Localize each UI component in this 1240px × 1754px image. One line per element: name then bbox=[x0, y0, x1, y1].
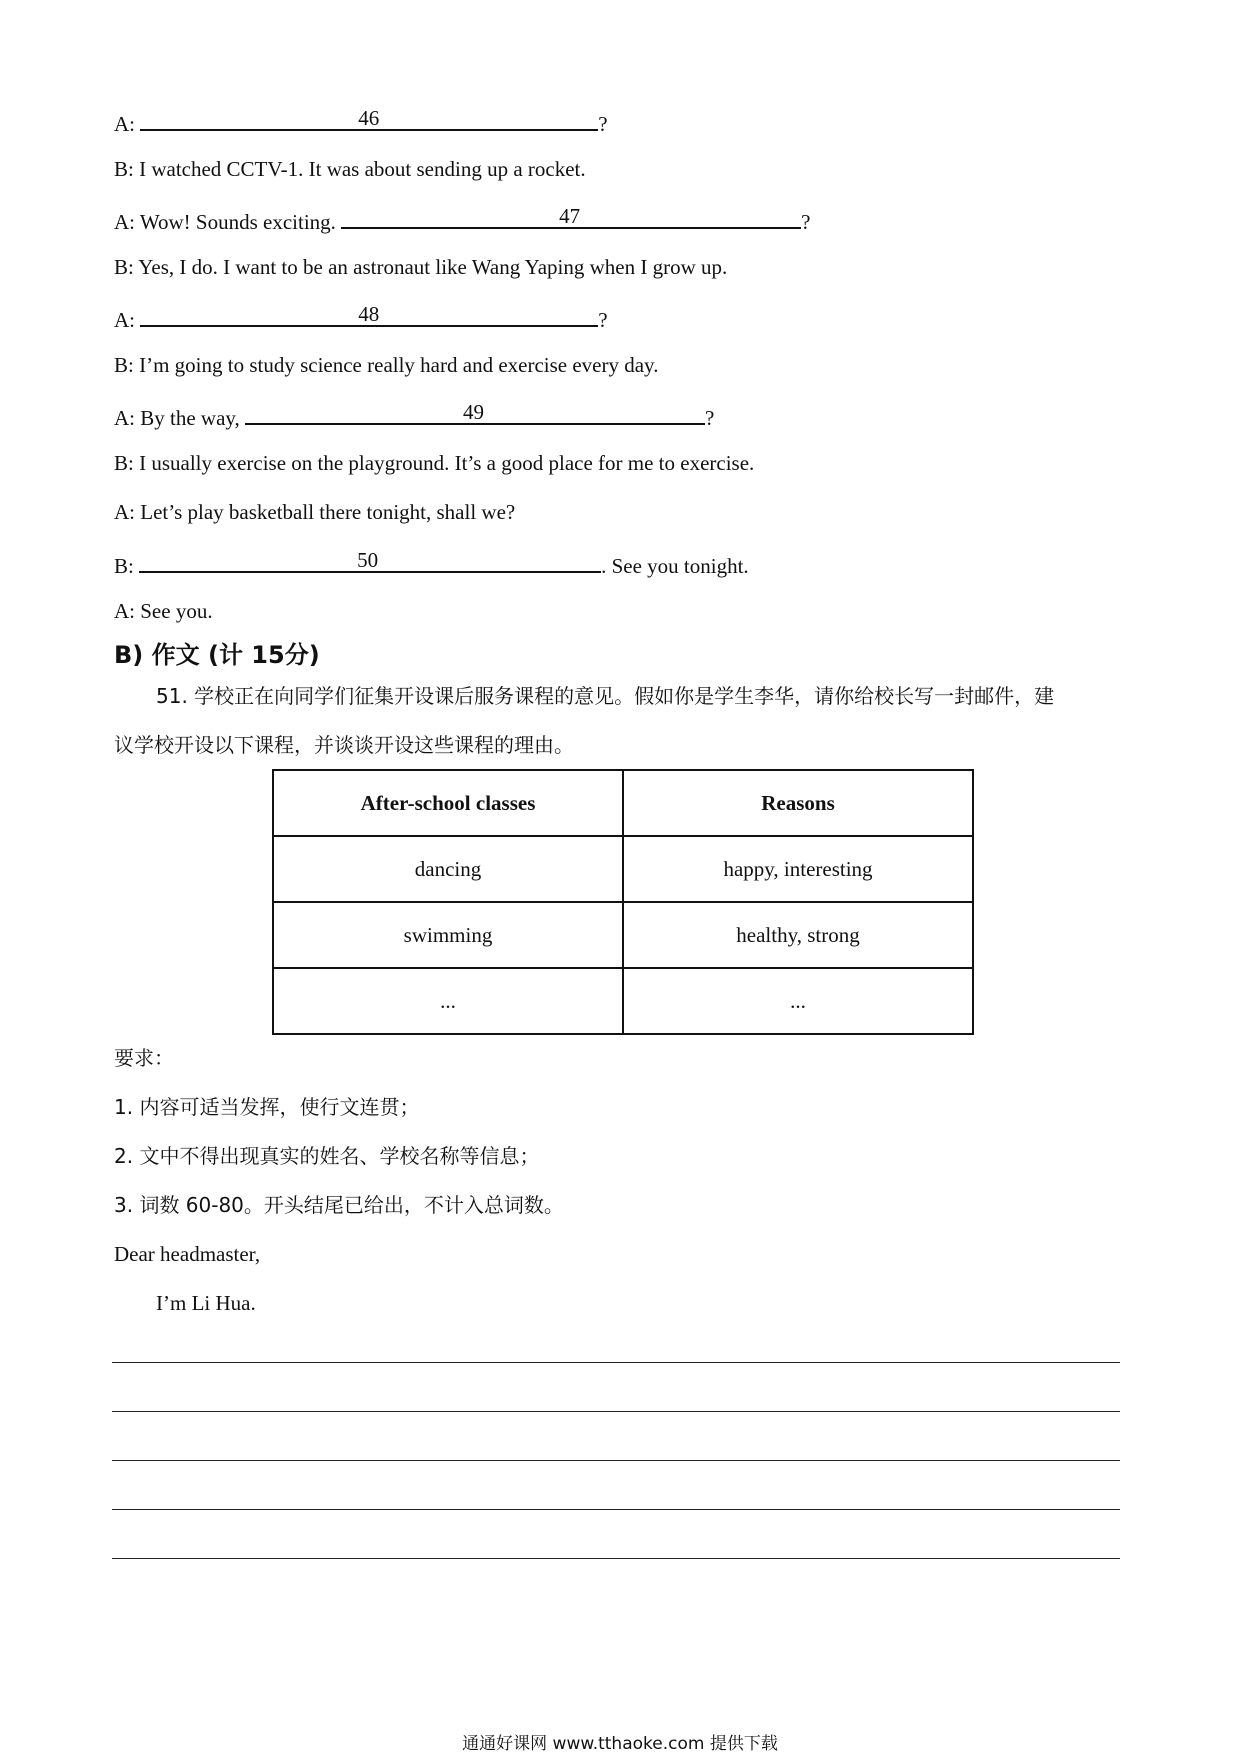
dialogue-line-b2: B: Yes, I do. I want to be an astronaut like Wang Yaping when I grow up. bbox=[114, 255, 728, 279]
dialogue-line-50: B: 50 . See you tonight. bbox=[114, 548, 749, 578]
requirement-1: 1. 内容可适当发挥，使行文连贯； bbox=[114, 1095, 420, 1119]
prompt-line-1: 51. 学校正在向同学们征集开设课后服务课程的意见。假如你是学生李华，请你给校长写一封邮件，建 bbox=[156, 684, 1055, 708]
letter-opening: I’m Li Hua. bbox=[156, 1291, 256, 1315]
writing-line[interactable] bbox=[112, 1460, 1120, 1461]
writing-line[interactable] bbox=[112, 1411, 1120, 1412]
answer-blank-47[interactable]: 47 bbox=[341, 205, 801, 229]
header-after-school-classes: After-school classes bbox=[273, 770, 623, 836]
table-cell-reason: healthy, strong bbox=[623, 902, 973, 968]
page-footer: 通通好课网 www.tthaoke.com 提供下载 bbox=[462, 1734, 778, 1754]
dialogue-line-a6: A: See you. bbox=[114, 599, 213, 623]
table-cell-class: ... bbox=[273, 968, 623, 1034]
section-heading: B) 作文 (计 15分) bbox=[114, 641, 320, 669]
dialogue-line-b4: B: I usually exercise on the playground. It’s a good place for me to exercise. bbox=[114, 451, 755, 475]
table-row bbox=[273, 902, 973, 968]
requirement-2: 2. 文中不得出现真实的姓名、学校名称等信息； bbox=[114, 1144, 540, 1168]
dialogue-line-49: A: By the way, 49 ? bbox=[114, 400, 715, 430]
table-row bbox=[273, 968, 973, 1034]
dialogue-line-46: A: 46 ? bbox=[114, 106, 608, 136]
prompt-line-2: 议学校开设以下课程，并谈谈开设这些课程的理由。 bbox=[114, 733, 574, 757]
writing-line[interactable] bbox=[112, 1558, 1120, 1559]
dialogue-line-b1: B: I watched CCTV-1. It was about sending up a rocket. bbox=[114, 157, 586, 181]
answer-blank-48[interactable]: 48 bbox=[140, 303, 598, 327]
table-cell-reason: happy, interesting bbox=[623, 836, 973, 902]
table-cell-class: dancing bbox=[273, 836, 623, 902]
dialogue-line-47: A: Wow! Sounds exciting. 47 ? bbox=[114, 204, 811, 234]
answer-blank-50[interactable]: 50 bbox=[139, 549, 601, 573]
table-cell-reason: ... bbox=[623, 968, 973, 1034]
courses-table bbox=[272, 769, 974, 1035]
table-header-row bbox=[273, 770, 973, 836]
letter-greeting: Dear headmaster, bbox=[114, 1242, 261, 1266]
dialogue-line-a5: A: Let’s play basketball there tonight, shall we? bbox=[114, 500, 516, 524]
header-reasons: Reasons bbox=[623, 770, 973, 836]
writing-line[interactable] bbox=[112, 1509, 1120, 1510]
requirement-3: 3. 词数 60-80。开头结尾已给出，不计入总词数。 bbox=[114, 1193, 564, 1217]
writing-line[interactable] bbox=[112, 1362, 1120, 1363]
dialogue-line-48: A: 48 ? bbox=[114, 302, 608, 332]
requirements-title: 要求： bbox=[114, 1046, 174, 1070]
answer-blank-49[interactable]: 49 bbox=[245, 401, 705, 425]
dialogue-line-b3: B: I’m going to study science really hard and exercise every day. bbox=[114, 353, 659, 377]
answer-blank-46[interactable]: 46 bbox=[140, 107, 598, 131]
table-row bbox=[273, 836, 973, 902]
table-cell-class: swimming bbox=[273, 902, 623, 968]
